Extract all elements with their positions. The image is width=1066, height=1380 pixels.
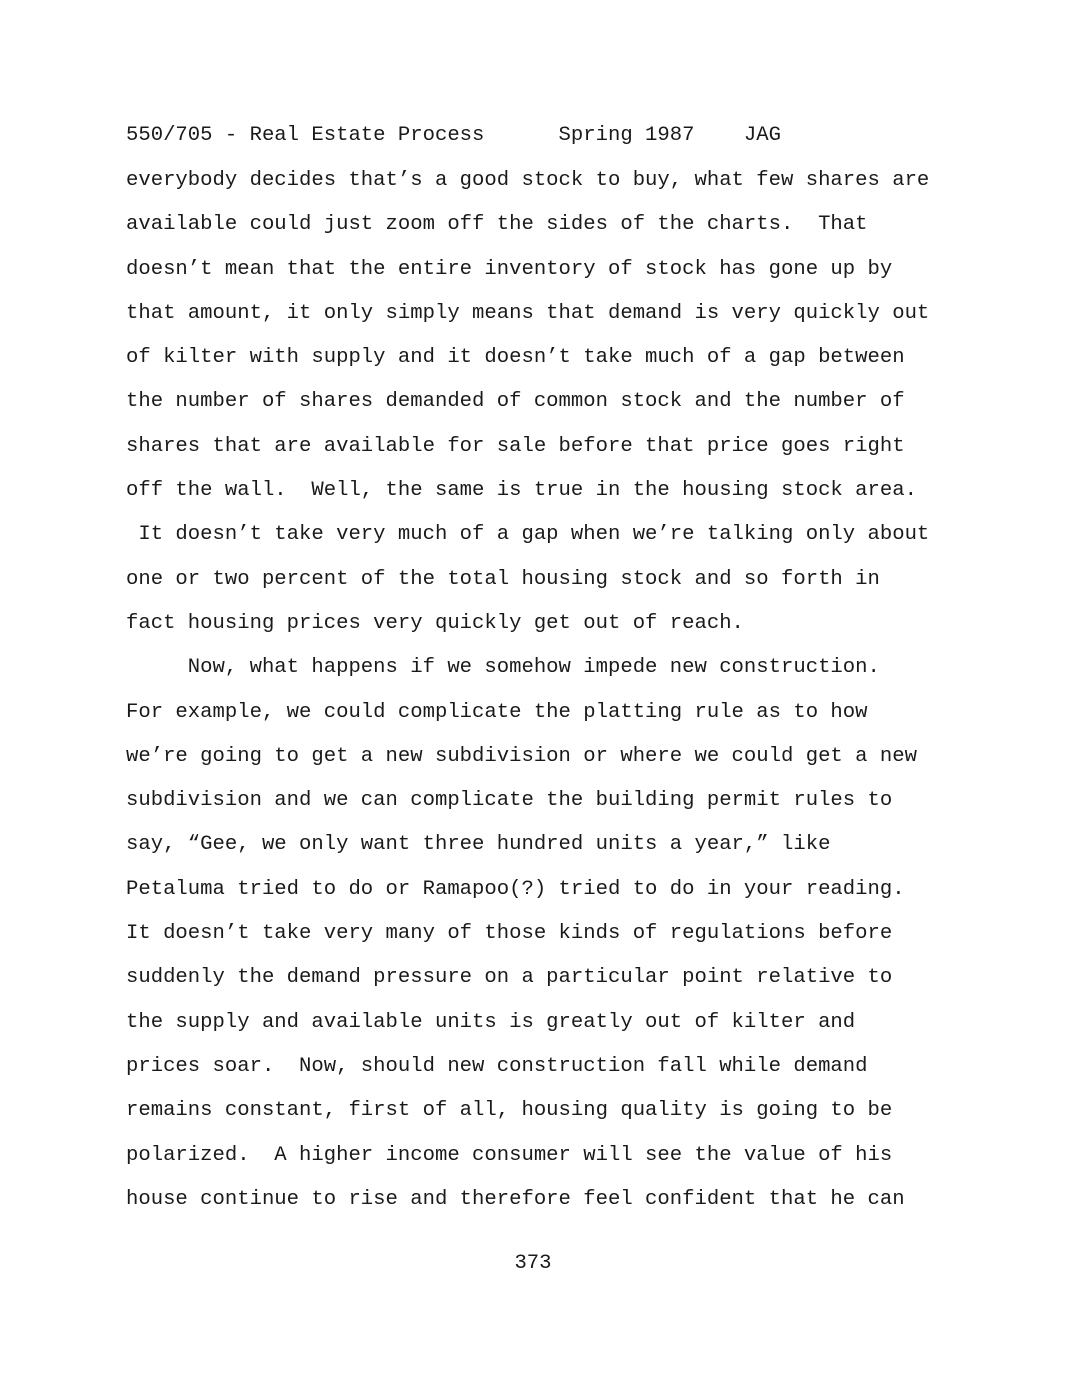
text-line: It doesn’t take very many of those kinds of regulations before: [126, 922, 893, 946]
text-line: It doesn’t take very much of a gap when we’re talking only about: [126, 523, 930, 547]
text-line: we’re going to get a new subdivision or where we could get a new: [126, 744, 917, 768]
text-line: Petaluma tried to do or Ramapoo(?) tried to do in your reading.: [126, 877, 905, 901]
text-line: fact housing prices very quickly get out of reach.: [126, 611, 744, 635]
page-header: 550/705 - Real Estate Process Spring 1987 JAG: [126, 124, 781, 147]
text-line: available could just zoom off the sides of the charts. That: [126, 213, 868, 237]
text-line: the number of shares demanded of common stock and the number of: [126, 390, 905, 414]
text-line: prices soar. Now, should new construction fall while demand: [126, 1054, 868, 1078]
text-line: shares that are available for sale before that price goes right: [126, 434, 905, 458]
text-line: say, “Gee, we only want three hundred units a year,” like: [126, 833, 831, 857]
text-line: the supply and available units is greatly out of kilter and: [126, 1010, 856, 1034]
text-line: For example, we could complicate the platting rule as to how: [126, 700, 868, 724]
text-line: doesn’t mean that the entire inventory of stock has gone up by: [126, 257, 893, 281]
text-line: that amount, it only simply means that demand is very quickly out: [126, 301, 930, 325]
text-line: house continue to rise and therefore feel confident that he can: [126, 1187, 905, 1211]
body-text: [126, 169, 956, 1232]
text-line: suddenly the demand pressure on a particular point relative to: [126, 966, 893, 990]
text-line: one or two percent of the total housing stock and so forth in: [126, 567, 880, 591]
text-line: off the wall. Well, the same is true in the housing stock area.: [126, 479, 917, 503]
text-line: subdivision and we can complicate the building permit rules to: [126, 789, 893, 813]
text-line: remains constant, first of all, housing quality is going to be: [126, 1099, 893, 1123]
text-line: of kilter with supply and it doesn’t take much of a gap between: [126, 346, 905, 370]
text-line: Now, what happens if we somehow impede new construction.: [126, 656, 880, 680]
text-line: polarized. A higher income consumer will see the value of his: [126, 1143, 893, 1167]
text-line: everybody decides that’s a good stock to buy, what few shares are: [126, 169, 930, 192]
page-number: 373: [514, 1252, 552, 1275]
